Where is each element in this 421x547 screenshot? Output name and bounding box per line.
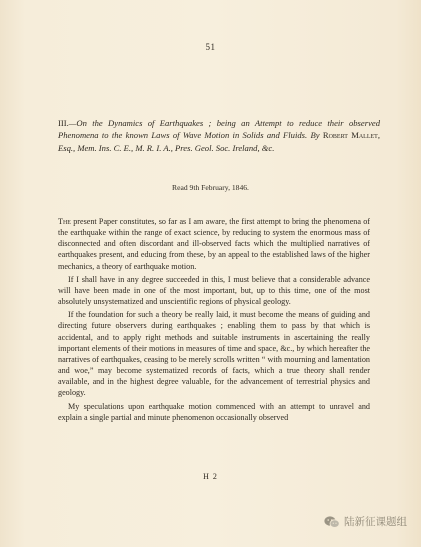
paragraph-3: If the foundation for such a theory be really laid, it must become the means of guiding and directing future observers during earthquakes ; enabling them to pass by that which is accidental, and to apply right methods and suitable instruments in ascertaining the really important elements of their motions in measures of time and space, &c., by which hereafter the narratives of earthquakes, ceasing to be merely scrolls written “ with mourning and lamentation and woe,” may become systematized records of facts, which a true theory shall render available, and in the highest degree valuable, for the advancement of terrestrial physics and geology. (58, 310, 370, 398)
paragraph-1 (58, 216, 370, 272)
paragraph-1-lead: The (58, 217, 71, 226)
watermark-text: 陆新征课题组 (344, 516, 407, 528)
read-date: Read 9th February, 1846. (172, 183, 249, 192)
wechat-icon (324, 515, 340, 529)
paragraph-1-text: present Paper constitutes, so far as I am aware, the first attempt to bring the phenomena of the earthquake within the range of exact science, by reducing to system the enormous mass of disconnected and often discordant and ill-observed facts which the multiplied narratives of earthquakes present, and educing from these, by an appeal to the established laws of the higher mechanics, a theory of earthquake motion. (58, 217, 370, 271)
title-numeral: III. (58, 118, 69, 128)
paper-title (58, 117, 380, 154)
watermark (324, 514, 407, 529)
author-name: Robert Mallet, (322, 130, 380, 141)
title-text: —On the Dynamics of Earthquakes ; being an Attempt to reduce their observed Phenomena to the known Laws of Wave Motion in Solids and Fluids. (58, 118, 380, 141)
signature-mark: H 2 (203, 472, 218, 481)
author-credentials: Esq., Mem. Ins. C. E., M. R. I. A., Pres. Geol. Soc. Ireland, &c. (58, 142, 275, 153)
paragraph-2: If I shall have in any degree succeeded in this, I must believe that a considerable advance will have been made in one of the most important, but, up to this time, one of the most absolutely unsystematized and unscientific regions of physical geology. (58, 274, 370, 307)
paragraph-4: My speculations upon earthquake motion commenced with an attempt to unravel and explain a single partial and minute phenomenon occasionally observed (58, 401, 370, 422)
page-number: 51 (205, 42, 216, 52)
title-by: By (310, 130, 320, 141)
body-text (58, 216, 370, 425)
